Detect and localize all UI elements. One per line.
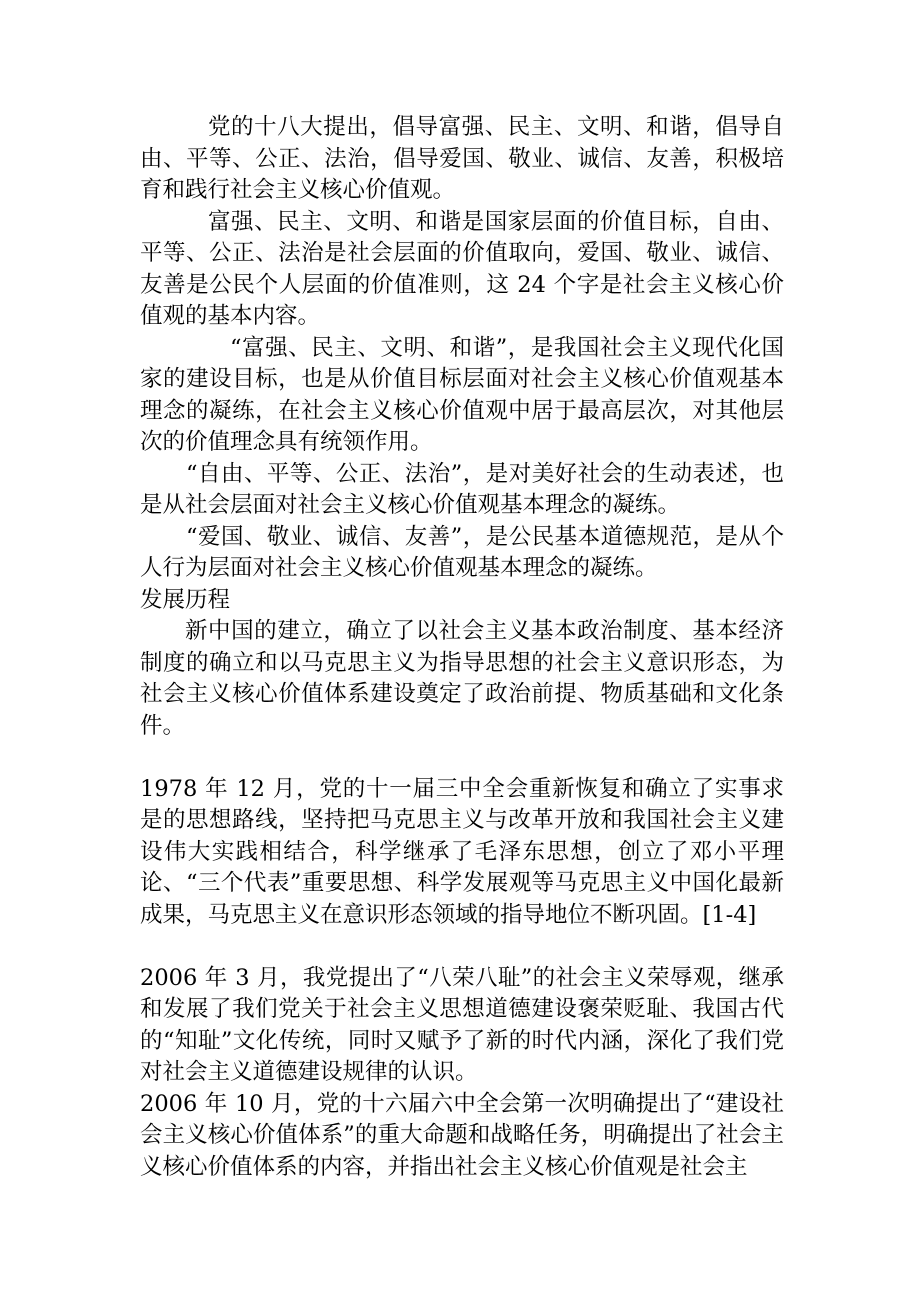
section-heading-history: 发展历程 [140,586,231,613]
paragraph-core-values-levels: 富强、民主、文明、和谐是国家层面的价值目标，自由、平等、公正、法治是社会层面的价值取向，爱国、敬业、诚信、友善是公民个人层面的价值准则，这 24 个字是社会主义核心价值观的基本内容。 [140,208,784,329]
document-body [140,112,784,1183]
paragraph-2006-october: 2006 年 10 月，党的十六届六中全会第一次明确提出了“建设社会主义核心价值体系”的重大命题和战略任务，明确提出了社会主义核心价值体系的内容，并指出社会主义核心价值观是社会主 [140,1090,784,1180]
blank-line [140,931,784,963]
paragraph-social-level: “自由、平等、公正、法治”，是对美好社会的生动表述，也是从社会层面对社会主义核心价值观基本理念的凝练。 [140,460,784,518]
paragraph-2006-march: 2006 年 3 月，我党提出了“八荣八耻”的社会主义荣辱观，继承和发展了我们党关于社会主义思想道德建设褒荣贬耻、我国古代的“知耻”文化传统，同时又赋予了新的时代内涵，深化了我们党对社会主义道德建设规律的认识。 [140,964,784,1085]
blank-line [140,742,784,774]
paragraph-core-values-proposal: 党的十八大提出，倡导富强、民主、文明、和谐，倡导自由、平等、公正、法治，倡导爱国、敬业、诚信、友善，积极培育和践行社会主义核心价值观。 [140,114,784,203]
paragraph-national-level: “富强、民主、文明、和谐”，是我国社会主义现代化国家的建设目标，也是从价值目标层面对社会主义核心价值观基本理念的凝练，在社会主义核心价值观中居于最高层次，对其他层次的价值理念具有统领作用。 [140,334,784,455]
paragraph-1978: 1978 年 12 月，党的十一届三中全会重新恢复和确立了实事求是的思想路线，坚持把马克思主义与改革开放和我国社会主义建设伟大实践相结合，科学继承了毛泽东思想，创立了邓小平理论、“三个代表”重要思想、科学发展观等马克思主义中国化最新成果，马克思主义在意识形态领域的指导地位不断巩固。[1-4] [140,775,784,928]
paragraph-individual-level: “爱国、敬业、诚信、友善”，是公民基本道德规范，是从个人行为层面对社会主义核心价值观基本理念的凝练。 [140,523,784,581]
paragraph-new-china: 新中国的建立，确立了以社会主义基本政治制度、基本经济制度的确立和以马克思主义为指导思想的社会主义意识形态，为社会主义核心价值体系建设奠定了政治前提、物质基础和文化条件。 [140,618,784,739]
